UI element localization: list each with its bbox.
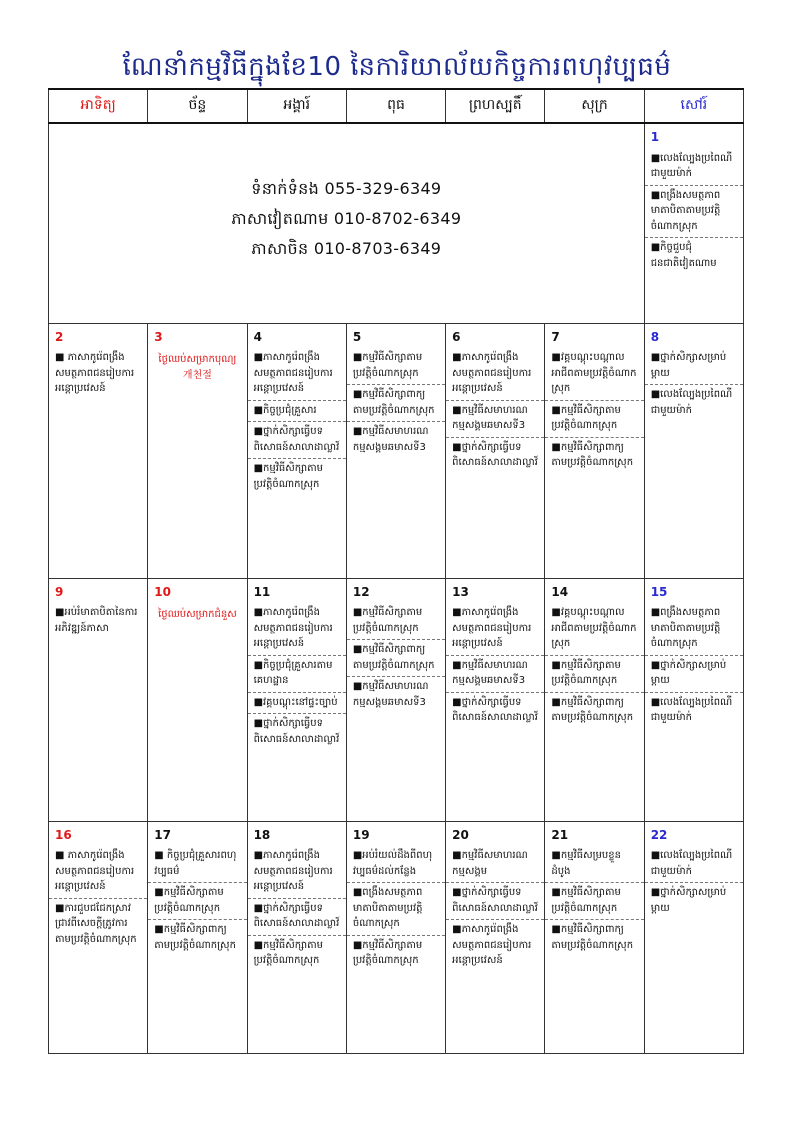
event-item: ■កម្មវិធីសិក្សាតាមប្រវត្តិចំណាកស្រុក [545,882,643,919]
event-item: ■លេងល្បែងប្រពៃណីជាមួយម៉ាក់ [650,850,733,877]
page-title: ណែនាំកម្មវិធីក្នុងខែ10 នៃការិយាល័យកិច្ចការពហុវប្បធម៌ [122,52,672,82]
holiday-label: ថ្ងៃឈប់សម្រាកជំនួស [158,609,237,621]
day-cell-17 [148,821,247,1053]
day-cell-11 [247,578,346,821]
event-item: ■ថ្នាក់សិក្សាធ្វើបទពិសោធន៍សាលាដាល្លាវ៍ [248,421,346,458]
event-item: ■កម្មវិធីសិក្សាតាមប្រវត្តិចំណាកស្រុក [347,935,445,972]
contact-main-phone: ទំនាក់ទំនង 055-329-6349 [251,179,442,198]
day-cell-16 [49,821,148,1053]
event-item: ■ភាសាកូរ៉េពង្រឹងសមត្ថភាពជនរៀបការអន្តោប្រវេសន៍ [253,352,333,395]
event-item: ■លេងល្បែងប្រពៃណីជាមួយម៉ាក់ [650,152,733,180]
day-number: 11 [253,584,271,599]
day-number: 9 [55,584,64,599]
day-cell-14 [545,578,644,821]
event-item: ■ថ្នាក់សិក្សាសម្រាប់ម្តាយ [645,882,743,919]
event-item: ■ពង្រឹងសមត្ថភាពមាតាបិតាតាមប្រវត្តិចំណាកស្រុក [650,607,721,650]
event-item: ■ថ្នាក់សិក្សាធ្វើបទពិសោធន៍សាលាដាល្លាវ៍ [446,437,544,474]
weekday-friday: សុក្រ [545,89,644,123]
event-item: ■វគ្គបណ្តុះបណ្តាលអាជីពតាមប្រវត្តិចំណាកស្រុក [551,607,637,650]
weekday-thursday: ព្រហស្បតិ៍ [446,89,545,123]
event-item: ■លេងល្បែងប្រពៃណីជាមួយម៉ាក់ [645,384,743,421]
day-number: 22 [650,827,668,842]
event-item: ■កិច្ចប្រជុំគ្រួសារ [248,400,346,422]
day-cell-4 [247,323,346,578]
event-item: ■ពង្រឹងសមត្ថភាពមាតាបិតាតាមប្រវត្តិចំណាកស្រុក [645,185,743,238]
day-cell-21 [545,821,644,1053]
day-number: 8 [650,329,660,344]
day-number: 5 [352,329,362,344]
event-item: ■កម្មវិធីសិក្សាតាមប្រវត្តិចំណាកស្រុក [352,352,423,379]
event-item: ■វគ្គបណ្តុះបណ្តាលអាជីពតាមប្រវត្តិចំណាកស្រុក [551,352,637,395]
event-item: ■កម្មវិធីសិក្សាតាមប្រវត្តិចំណាកស្រុក [248,935,346,972]
event-item: ■កម្មវិធីសិក្សាពាក្យតាមប្រវត្តិចំណាកស្រុក [347,639,445,676]
event-item: ■កម្មវិធីសម្របខ្លួនដំបូង [551,850,621,877]
week-row [49,323,744,578]
event-item: ■ថ្នាក់សិក្សាធ្វើបទពិសោធន៍សាលាដាល្លាវ៍ [248,898,346,935]
day-number: 17 [154,827,171,842]
day-number: 12 [352,584,370,599]
day-cell-6 [446,323,545,578]
day-number: 15 [650,584,668,599]
event-item: ■អប់រំយល់ដឹងពីពហុវប្បធម៌ដល់កន្លែង [352,850,433,877]
event-item: ■ភាសាកូរ៉េពង្រឹងសមត្ថភាពជនរៀបការអន្តោប្រវេសន៍ [452,352,532,395]
week-row [49,123,744,323]
event-item: ■កម្មវិធីសិក្សាពាក្យតាមប្រវត្តិចំណាកស្រុក [545,437,643,474]
day-number: 2 [55,329,64,344]
event-item: ■ថ្នាក់សិក្សាធ្វើបទពិសោធន៍សាលាដាល្លាវ៍ [248,713,346,750]
day-number: 6 [452,329,461,344]
event-item: ■ភាសាកូរ៉េពង្រឹងសមត្ថភាពជនរៀបការអន្តោប្រវេសន៍ [253,850,333,893]
day-cell-18 [247,821,346,1053]
day-number: 4 [253,329,262,344]
weekday-header-row [49,89,744,123]
event-item: ■លេងល្បែងប្រពៃណីជាមួយម៉ាក់ [645,692,743,729]
contact-chinese-phone: ភាសាចិន 010-8703-6349 [251,239,442,258]
event-item: ■ការជួបជជែកស្រាវជ្រាវពីសេចក្តីត្រូវការតាមប្រវត្តិចំណាកស្រុក [49,898,147,951]
event-item: ■កម្មវិធីសិក្សាតាមប្រវត្តិចំណាកស្រុក [352,607,423,634]
event-item: ■កម្មវិធីសិក្សាពាក្យតាមប្រវត្តិចំណាកស្រុក [545,692,643,729]
event-item: ■ភាសាកូរ៉េពង្រឹងសមត្ថភាពជនរៀបការអន្តោប្រវេសន៍ [452,607,532,650]
calendar-table [48,88,744,1054]
day-cell-13 [446,578,545,821]
weekday-saturday: សៅរ៍ [644,89,743,123]
day-cell-19 [346,821,445,1053]
event-item: ■ កិច្ចប្រជុំគ្រួសារពហុវប្បធម៌ [154,850,237,877]
day-cell-8 [644,323,743,578]
day-cell-5 [346,323,445,578]
event-item: ■កម្មវិធីសិក្សាពាក្យតាមប្រវត្តិចំណាកស្រុក [347,384,445,421]
weekday-wednesday: ពុធ [346,89,445,123]
event-item: ■ ភាសាកូរ៉េពង្រឹងសមត្ថភាពជនរៀបការអន្តោប្រវេសន៍ [55,352,135,395]
event-item: ■កម្មវិធីសមាហរណកម្មសង្គមឆមាសទី3 [347,676,445,713]
event-item: ■អប់រំមាតាបិតានៃការអភិវឌ្ឍន៍ភាសា [55,607,138,634]
day-number: 14 [551,584,569,599]
contact-vietnamese-phone: ភាសាវៀតណាម 010-8702-6349 [231,209,462,228]
event-item: ■ ភាសាកូរ៉េពង្រឹងសមត្ថភាពជនរៀបការអន្តោប្រវេសន៍ [55,850,135,893]
event-item: ■កិច្ចប្រជុំគ្រួសារតាមគេហដ្ឋាន [248,655,346,692]
holiday-label: ថ្ងៃឈប់សម្រាកបុណ្យ개천절 [158,354,237,381]
week-row [49,821,744,1053]
weekday-monday: ច័ន្ទ [148,89,247,123]
event-item: ■ថ្នាក់សិក្សាធ្វើបទពិសោធន៍សាលាដាល្លាវ៍ [446,692,544,729]
event-item: ■ថ្នាក់សិក្សាសម្រាប់ម្តាយ [645,655,743,692]
day-number: 7 [551,329,560,344]
event-item: ■កម្មវិធីសមាហរណកម្មសង្គមឆមាសទី3 [446,655,544,692]
day-number: 20 [452,827,469,842]
day-number: 13 [452,584,469,599]
day-number: 1 [650,130,660,144]
event-item: ■កម្មវិធីសិក្សាពាក្យតាមប្រវត្តិចំណាកស្រុក [545,919,643,956]
event-item: ■កម្មវិធីសមាហរណកម្មសង្គម [452,850,528,877]
event-item: ■កម្មវិធីសមាហរណកម្មសង្គមឆមាសទី3 [347,421,445,458]
day-cell-1 [644,123,743,323]
day-number: 21 [551,827,569,842]
day-cell-9 [49,578,148,821]
day-number: 3 [154,329,163,344]
event-item: ■កម្មវិធីសិក្សាតាមប្រវត្តិចំណាកស្រុក [248,458,346,495]
day-number: 10 [154,584,171,599]
day-cell-12 [346,578,445,821]
day-cell-20 [446,821,545,1053]
event-item: ■ពង្រឹងសមត្ថភាពមាតាបិតាតាមប្រវត្តិចំណាកស្រុក [347,882,445,935]
event-item: ■ថ្នាក់សិក្សាសម្រាប់ម្តាយ [650,352,727,379]
day-cell-7 [545,323,644,578]
day-cell-10 [148,578,247,821]
weekday-sunday: អាទិត្យ [49,89,148,123]
day-cell-2 [49,323,148,578]
contact-box [49,123,645,323]
day-cell-3 [148,323,247,578]
event-item: ■កម្មវិធីសមាហរណកម្មសង្គមឆមាសទី3 [446,400,544,437]
event-item: ■កម្មវិធីសិក្សាពាក្យតាមប្រវត្តិចំណាកស្រុក [148,919,246,956]
week-row [49,578,744,821]
event-item: ■កិច្ចជួបជុំជនជាតិវៀតណាម [645,237,743,274]
day-number: 19 [352,827,370,842]
event-item: ■កម្មវិធីសិក្សាតាមប្រវត្តិចំណាកស្រុក [148,882,246,919]
day-cell-15 [644,578,743,821]
event-item: ■ភាសាកូរ៉េពង្រឹងសមត្ថភាពជនរៀបការអន្តោប្រវេសន៍ [446,919,544,972]
weekday-tuesday: អង្គារ៍ [247,89,346,123]
event-item: ■កម្មវិធីសិក្សាតាមប្រវត្តិចំណាកស្រុក [545,655,643,692]
day-number: 16 [55,827,72,842]
event-item: ■ថ្នាក់សិក្សាធ្វើបទពិសោធន៍សាលាដាល្លាវ៍ [446,882,544,919]
day-number: 18 [253,827,271,842]
event-item: ■វគ្គបណ្តុះនៅផ្ទះច្បាប់ [248,692,346,714]
event-item: ■កម្មវិធីសិក្សាតាមប្រវត្តិចំណាកស្រុក [545,400,643,437]
day-cell-22 [644,821,743,1053]
event-item: ■ភាសាកូរ៉េពង្រឹងសមត្ថភាពជនរៀបការអន្តោប្រវេសន៍ [253,607,333,650]
